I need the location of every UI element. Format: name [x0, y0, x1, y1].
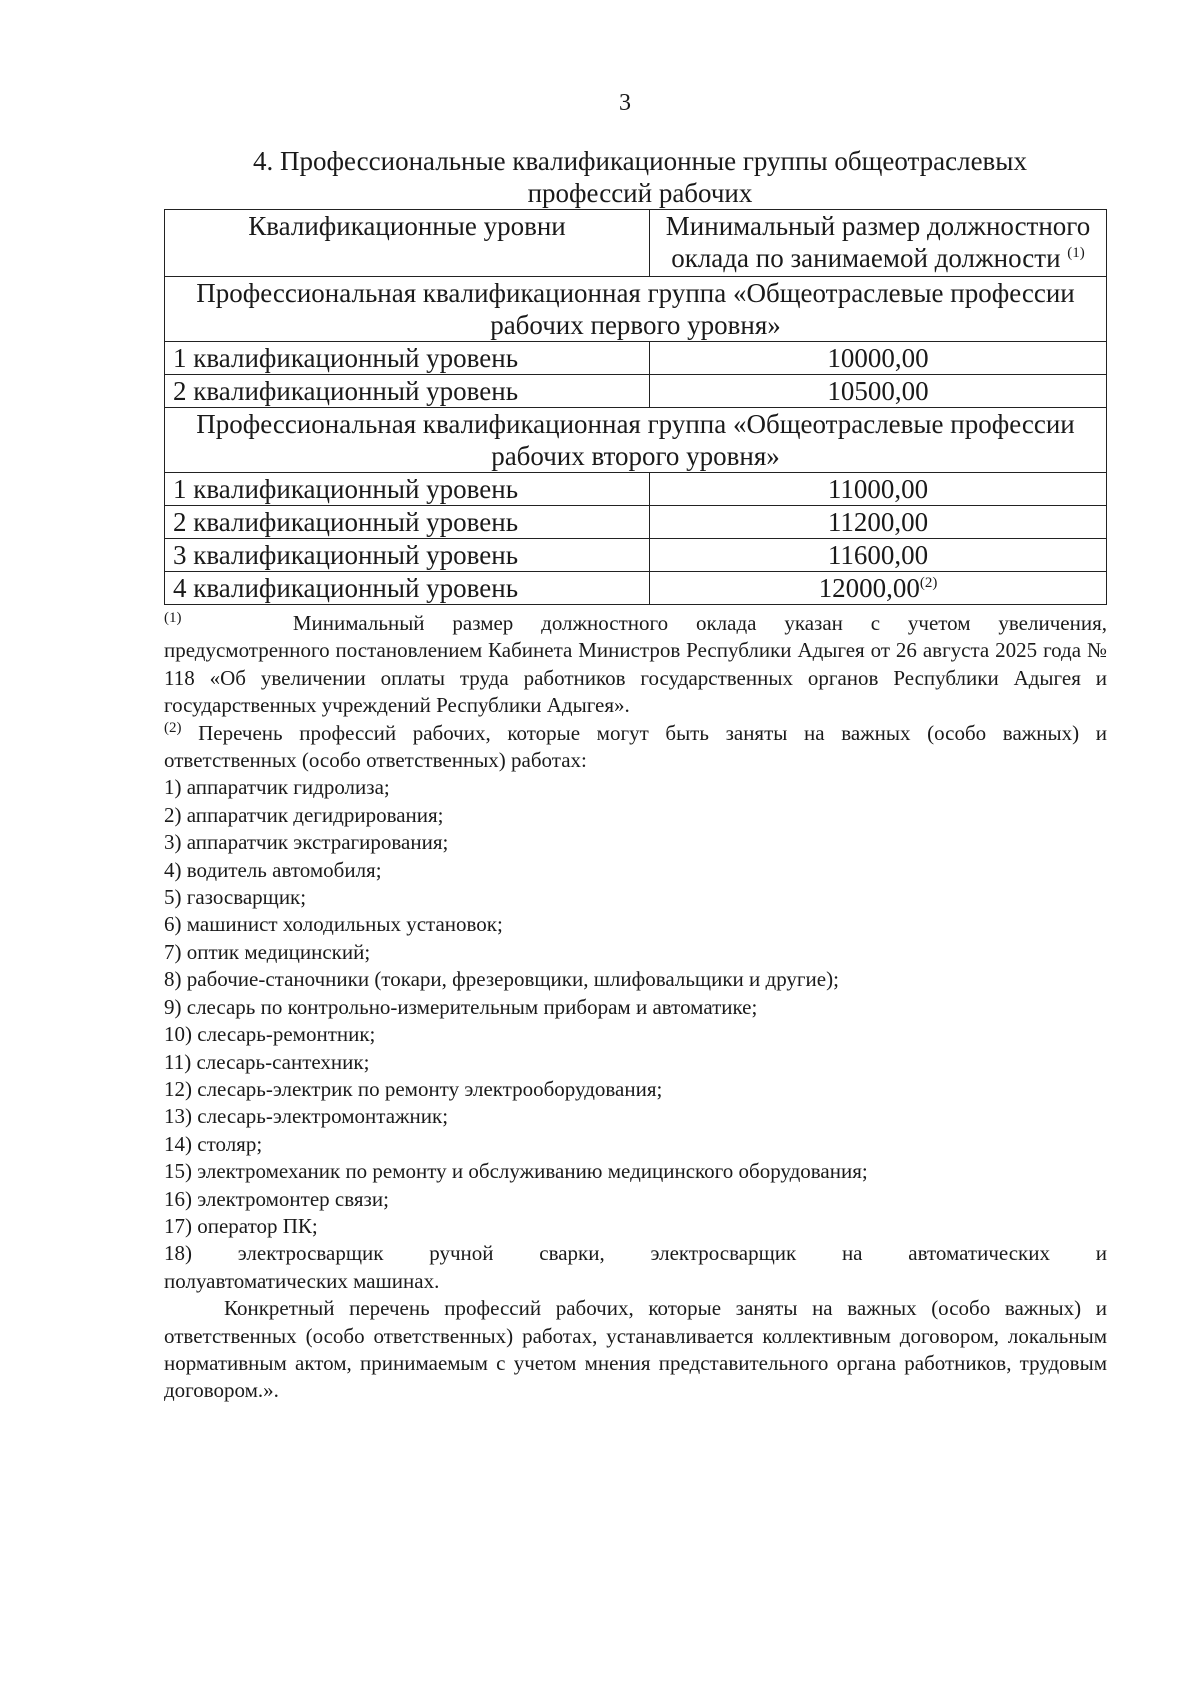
table-row: [165, 539, 1107, 572]
table-row: [165, 342, 1107, 375]
salary-value: 11200,00: [827, 507, 929, 537]
list-item: 10) слесарь-ремонтник;: [164, 1022, 376, 1047]
level-cell: 2 квалификационный уровень: [165, 506, 650, 539]
level-cell: 4 квалификационный уровень: [165, 572, 650, 605]
table-header-row: [165, 210, 1107, 277]
group-row: [165, 277, 1107, 342]
level-cell: 2 квалификационный уровень: [165, 375, 650, 408]
group-title: Профессиональная квалификационная группа «Общеотраслевые профессии рабочих второго уровня»: [165, 408, 1107, 473]
list-item: 11) слесарь-сантехник;: [164, 1049, 370, 1074]
salary-cell: [650, 473, 1107, 506]
list-item: 16) электромонтер связи;: [164, 1186, 389, 1211]
salary-cell: [650, 572, 1107, 605]
list-item: 9) слесарь по контрольно-измерительным приборам и автоматике;: [164, 994, 758, 1019]
salary-cell: [650, 342, 1107, 375]
footnote-ref-1: (1): [1067, 245, 1085, 261]
closing-paragraph: Конкретный перечень профессий рабочих, которые заняты на важных (особо важных) и ответственных (особо ответственных) работах, устанавливается коллективным договором, локальным нормативным актом, принимаемым с учетом мнения представительного органа работников, трудовым договором.».: [164, 1296, 1107, 1403]
list-item: 6) машинист холодильных установок;: [164, 912, 503, 937]
page-number: 3: [619, 90, 631, 116]
list-item: 17) оператор ПК;: [164, 1213, 318, 1238]
table-row: [165, 473, 1107, 506]
footnote-2-marker: (2): [164, 719, 182, 736]
footnote-1-first-line-text: Минимальный размер должностного оклада указан с учетом увеличения,: [292, 611, 1107, 635]
notes-section: [164, 610, 1107, 1405]
table-row: [165, 506, 1107, 539]
salary-value: 11000,00: [827, 474, 929, 504]
header-minimum-salary-text: Минимальный размер должностного оклада по занимаемой должности: [665, 211, 1091, 273]
salary-value: 10000,00: [827, 343, 929, 373]
table-row: [165, 375, 1107, 408]
salary-value: 12000,00: [818, 573, 920, 603]
group-title: Профессиональная квалификационная группа «Общеотраслевые профессии рабочих первого уровня»: [165, 277, 1107, 342]
group-row: [165, 408, 1107, 473]
salary-sup: (2): [919, 575, 938, 591]
list-item: 13) слесарь-электромонтажник;: [164, 1104, 449, 1129]
level-cell: 1 квалификационный уровень: [165, 473, 650, 506]
table-row: [165, 572, 1107, 605]
header-qualification-levels: Квалификационные уровни: [165, 210, 650, 277]
list-item: 1) аппаратчик гидролиза;: [164, 775, 390, 800]
list-item-18-first-line: 18) электросварщик ручной сварки, электросварщик на автоматических и: [164, 1241, 1107, 1266]
salary-value: 11600,00: [827, 540, 929, 570]
list-item-18-second-line: полуавтоматических машинах.: [164, 1268, 440, 1293]
list-item: 2) аппаратчик дегидрирования;: [164, 802, 444, 827]
list-item: 8) рабочие-станочники (токари, фрезеровщики, шлифовальщики и другие);: [164, 967, 839, 992]
level-cell: 1 квалификационный уровень: [165, 342, 650, 375]
list-item: 7) оптик медицинский;: [164, 939, 371, 964]
list-item: 5) газосварщик;: [164, 885, 307, 910]
salary-value: 10500,00: [827, 376, 929, 406]
footnote-2: [164, 720, 1107, 775]
section-title: 4. Профессиональные квалификационные группы общеотраслевых профессий рабочих: [253, 146, 1027, 208]
salary-cell: [650, 375, 1107, 408]
salary-cell: [650, 506, 1107, 539]
footnote-2-text: Перечень профессий рабочих, которые могут быть заняты на важных (особо важных) и ответственных (особо ответственных) работах:: [164, 720, 1107, 773]
list-item: 14) столяр;: [164, 1131, 263, 1156]
list-item: 4) водитель автомобиля;: [164, 857, 382, 882]
salary-cell: [650, 539, 1107, 572]
list-item: 15) электромеханик по ремонту и обслуживанию медицинского оборудования;: [164, 1159, 868, 1184]
level-cell: 3 квалификационный уровень: [165, 539, 650, 572]
header-minimum-salary: [650, 210, 1107, 277]
footnote-1-marker: (1): [164, 610, 182, 626]
footnote-1-body: предусмотренного постановлением Кабинета Министров Республики Адыгея от 26 августа 2025 года № 118 «Об увеличении оплаты труда работников государственных органов Республики Адыгея и государственных учреждений Республики Адыгея».: [164, 638, 1107, 718]
footnote-1-first-line: [164, 610, 1107, 637]
salary-table: [164, 209, 1107, 605]
list-item: 12) слесарь-электрик по ремонту электрооборудования;: [164, 1076, 663, 1101]
list-item: 3) аппаратчик экстрагирования;: [164, 830, 449, 855]
